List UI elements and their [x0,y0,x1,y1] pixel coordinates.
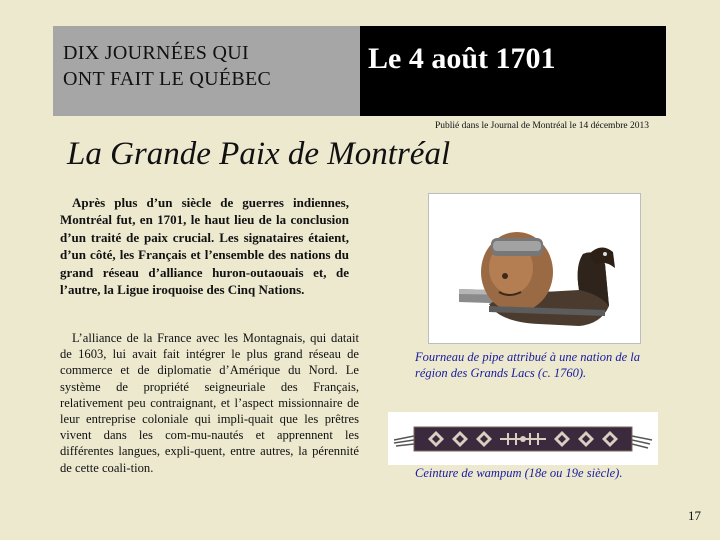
body-paragraph: L’alliance de la France avec les Montagnais, qui datait de 1603, lui avait fait intégrer le plus grand réseau de commerce et de diplomatie d’Amérique du Nord. Le système de propriété seigneuriale des Français, relativement peu contraignant, et l’aspect missionnaire de leur entreprise coloniale qui impli-quait que les prêtres vivent dans les com-mu-nautés et apprennent les différentes langues, expli-quent, entre autres, la pérennité de cette coali-tion. [60,331,359,475]
series-title-line1: DIX JOURNÉES QUI [63,42,249,64]
wampum-belt-icon [388,412,658,465]
intro-paragraph: Après plus d’un siècle de guerres indiennes, Montréal fut, en 1701, le haut lieu de la conclusion d’un traité de paix crucial. Les signataires étaient, d’un côté, les Français et l’ensemble des nations du grand réseau d’alliance huron-outaouais et, de l’autre, la Ligue iroquoise des Cinq Nations. [60,195,349,298]
pipe-illustration-icon [429,194,640,343]
page-title: La Grande Paix de Montréal [67,136,451,172]
wampum-belt-image [388,412,658,465]
published-note: Publié dans le Journal de Montréal le 14 décembre 2013 [435,121,649,131]
series-title-line2: ONT FAIT LE QUÉBEC [63,68,272,90]
pipe-caption: Fourneau de pipe attribué à une nation de la région des Grands Lacs (c. 1760). [415,350,640,380]
pipe-image [428,193,641,344]
date-heading: Le 4 août 1701 [360,26,666,116]
page-number: 17 [688,508,701,523]
wampum-caption: Ceinture de wampum (18e ou 19e siècle). [415,466,623,480]
series-title-box [53,26,360,116]
